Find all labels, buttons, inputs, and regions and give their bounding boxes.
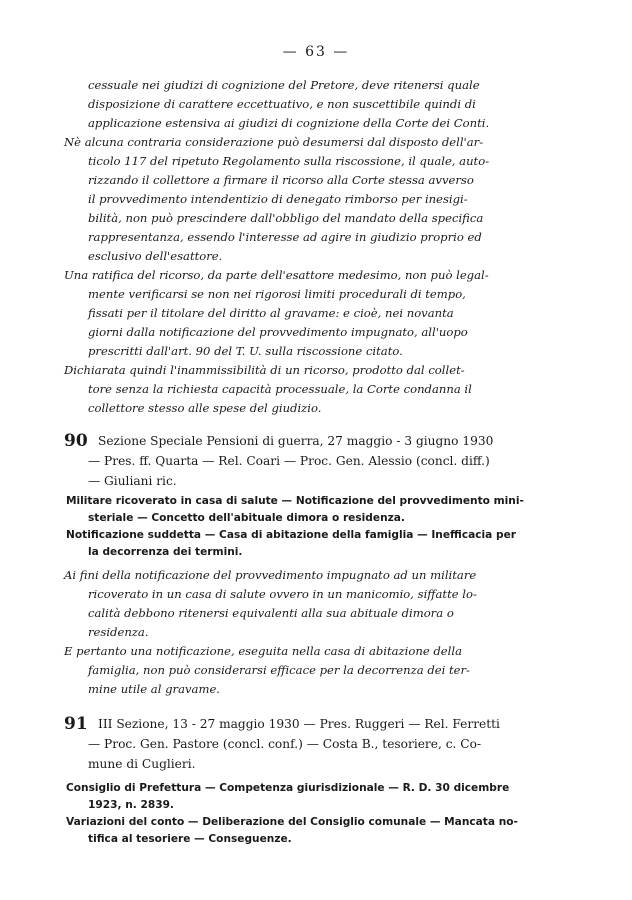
text-line: applicazione estensiva ai giudizi di cognizione della Corte dei Conti. bbox=[88, 116, 490, 130]
text-line: prescritti dall'art. 90 del T. U. sulla riscossione citato. bbox=[88, 344, 403, 358]
keyword-line: Variazioni del conto — Deliberazione del Consiglio comunale — Mancata no- bbox=[66, 816, 518, 828]
text-line: Una ratifica del ricorso, da parte dell'esattore medesimo, non può legal- bbox=[64, 268, 489, 282]
case-header-line: — Pres. ff. Quarta — Rel. Coari — Proc. Gen. Alessio (concl. diff.) bbox=[88, 454, 490, 468]
text-line: rizzando il collettore a firmare il ricorso alla Corte stessa avverso bbox=[88, 173, 474, 187]
keyword-line: steriale — Concetto dell'abituale dimora o residenza. bbox=[88, 512, 405, 524]
case-header-line: III Sezione, 13 - 27 maggio 1930 — Pres. Ruggeri — Rel. Ferretti bbox=[98, 717, 500, 731]
case-number: 90 bbox=[64, 431, 88, 451]
case-header-line: mune di Cuglieri. bbox=[88, 757, 196, 771]
keyword-line: Notificazione suddetta — Casa di abitazione della famiglia — Inefficacia per bbox=[66, 529, 517, 541]
keyword-line: la decorrenza dei termini. bbox=[88, 546, 243, 558]
text-line: Ai fini della notificazione del provvedimento impugnato ad un militare bbox=[64, 568, 477, 582]
text-line: bilità, non può prescindere dall'obbligo del mandato della specifica bbox=[88, 211, 484, 225]
text-line: rappresentanza, essendo l'interesse ad agire in giudizio proprio ed bbox=[88, 230, 482, 244]
case-header-line: — Proc. Gen. Pastore (concl. conf.) — Costa B., tesoriere, c. Co- bbox=[88, 737, 482, 751]
keyword-line: Militare ricoverato in casa di salute — Notificazione del provvedimento mini- bbox=[66, 495, 524, 507]
text-line: residenza. bbox=[88, 625, 149, 639]
text-line: calità debbono ritenersi equivalenti alla sua abituale dimora o bbox=[88, 606, 454, 620]
text-line: Nè alcuna contraria considerazione può desumersi dal disposto dell'ar- bbox=[64, 135, 484, 149]
keyword-line: Consiglio di Prefettura — Competenza giurisdizionale — R. D. 30 dicembre bbox=[66, 782, 510, 794]
text-line: il provvedimento intendentizio di denegato rimborso per inesigi- bbox=[88, 192, 468, 206]
text-line: esclusivo dell'esattore. bbox=[88, 249, 223, 263]
case-header-line: — Giuliani ric. bbox=[88, 474, 177, 488]
text-line: ricoverato in un casa di salute ovvero in un manicomio, siffatte lo- bbox=[88, 587, 477, 601]
text-line: famiglia, non può considerarsi efficace per la decorrenza dei ter- bbox=[88, 663, 470, 677]
text-line: ticolo 117 del ripetuto Regolamento sulla riscossione, il quale, auto- bbox=[88, 154, 490, 168]
text-line: E pertanto una notificazione, eseguita nella casa di abitazione della bbox=[64, 644, 462, 658]
text-line: cessuale nei giudizi di cognizione del Pretore, deve ritenersi quale bbox=[88, 78, 480, 92]
text-line: mine utile al gravame. bbox=[88, 682, 220, 696]
text-line: disposizione di carattere eccettuativo, e non suscettibile quindi di bbox=[88, 97, 476, 111]
text-line: mente verificarsi se non nei rigorosi limiti procedurali di tempo, bbox=[88, 287, 466, 301]
keyword-line: tifica al tesoriere — Conseguenze. bbox=[88, 833, 292, 845]
case-number: 91 bbox=[64, 714, 88, 734]
text-line: fissati per il titolare del diritto al gravame: e cioè, nei novanta bbox=[88, 306, 454, 320]
text-line: collettore stesso alle spese del giudizio. bbox=[88, 401, 322, 415]
text-line: Dichiarata quindi l'inammissibilità di un ricorso, prodotto dal collet- bbox=[64, 363, 465, 377]
case-header-line: Sezione Speciale Pensioni di guerra, 27 maggio - 3 giugno 1930 bbox=[98, 434, 494, 448]
keyword-line: 1923, n. 2839. bbox=[88, 799, 174, 811]
text-line: giorni dalla notificazione del provvedimento impugnato, all'uopo bbox=[88, 325, 468, 339]
page-number: — 63 — bbox=[282, 44, 350, 60]
text-line: tore senza la richiesta capacità processuale, la Corte condanna il bbox=[88, 382, 472, 396]
